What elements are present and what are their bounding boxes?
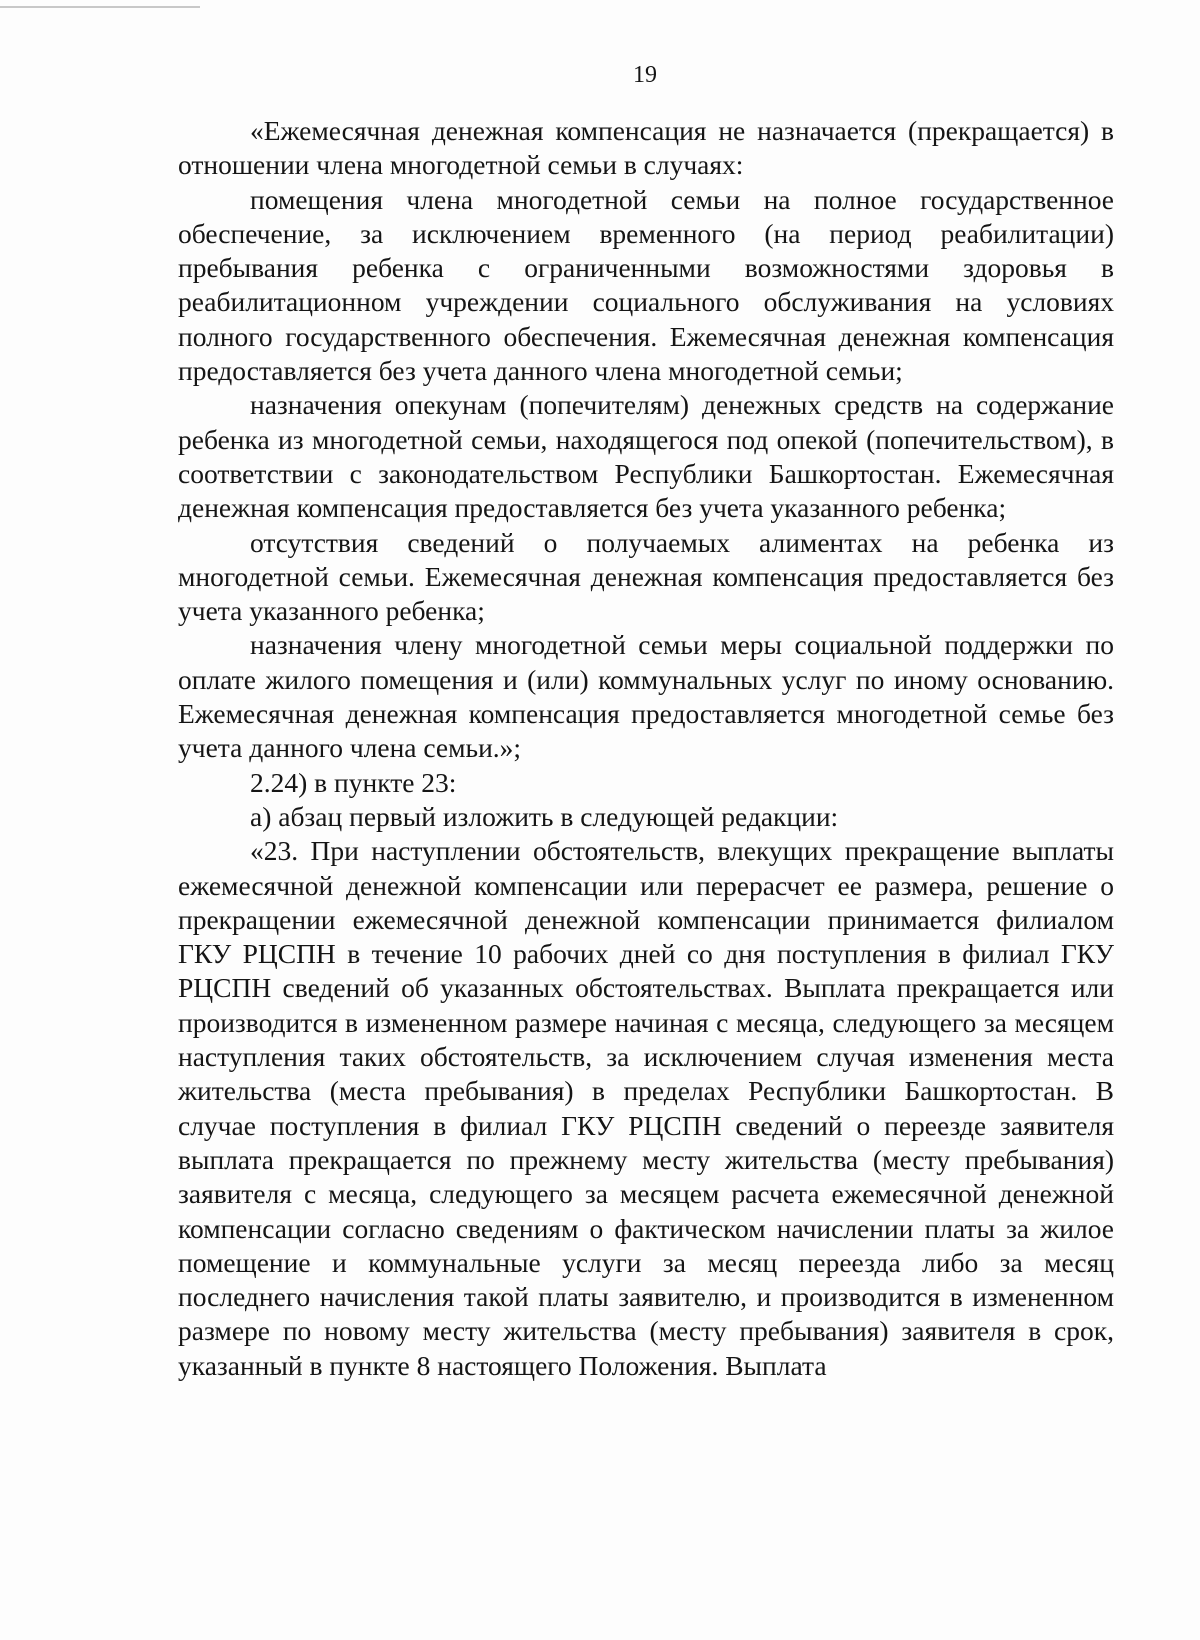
paragraph-state-provision: помещения члена многодетной семьи на полное государственное обеспечение, за исключением временного (на период реабилитации) пребывания ребенка с ограниченными возможностями здоровья в реабилитационном учреждении социального обслуживания на условиях полного государственного обеспечения. Ежемесячная денежная компенсация предоставляется без учета данного члена многодетной семьи; bbox=[178, 183, 1114, 387]
paragraph-other-support: назначения члену многодетной семьи меры социальной поддержки по оплате жилого помещения и (или) коммунальных услуг по иному основанию. Ежемесячная денежная компенсация предоставляется многодетной семье без учета данного члена семьи.»; bbox=[178, 629, 1114, 764]
paragraph-clause-2-24: 2.24) в пункте 23: bbox=[250, 766, 457, 798]
paragraph-compensation-not-assigned: «Ежемесячная денежная компенсация не назначается (прекращается) в отношении члена многодетной семьи в случаях: bbox=[178, 115, 1114, 181]
paragraph-subclause-a: а) абзац первый изложить в следующей редакции: bbox=[250, 800, 839, 832]
document-body bbox=[178, 114, 1114, 1383]
page-number: 19 bbox=[633, 62, 657, 88]
scan-edge-line bbox=[0, 6, 200, 8]
paragraph-clause-23: «23. При наступлении обстоятельств, влекущих прекращение выплаты ежемесячной денежной компенсации или перерасчет ее размера, решение о прекращении ежемесячной денежной компенсации принимается филиалом ГКУ РЦСПН в течение 10 рабочих дней со дня поступления в филиал ГКУ РЦСПН сведений об указанных обстоятельствах. Выплата прекращается или производится в измененном размере начиная с месяца, следующего за месяцем наступления таких обстоятельств, за исключением случая изменения места жительства (места пребывания) в пределах Республики Башкортостан. В случае поступления в филиал ГКУ РЦСПН сведений о переезде заявителя выплата прекращается по прежнему месту жительства (месту пребывания) заявителя с месяца, следующего за месяцем расчета ежемесячной денежной компенсации согласно сведениям о фактическом начислении платы за жилое помещение и коммунальные услуги за месяц переезда либо за месяц последнего начисления такой платы заявителю, и производится в измененном размере по новому месту жительства (месту пребывания) заявителя в срок, указанный в пункте 8 настоящего Положения. Выплата bbox=[178, 835, 1114, 1381]
paragraph-alimony-absence: отсутствия сведений о получаемых алиментах на ребенка из многодетной семьи. Ежемесячная денежная компенсация предоставляется без учета указанного ребенка; bbox=[178, 526, 1114, 627]
paragraph-guardians-funds: назначения опекунам (попечителям) денежных средств на содержание ребенка из многодетной семьи, находящегося под опекой (попечительством), в соответствии с законодательством Республики Башкортостан. Ежемесячная денежная компенсация предоставляется без учета указанного ребенка; bbox=[178, 389, 1114, 524]
